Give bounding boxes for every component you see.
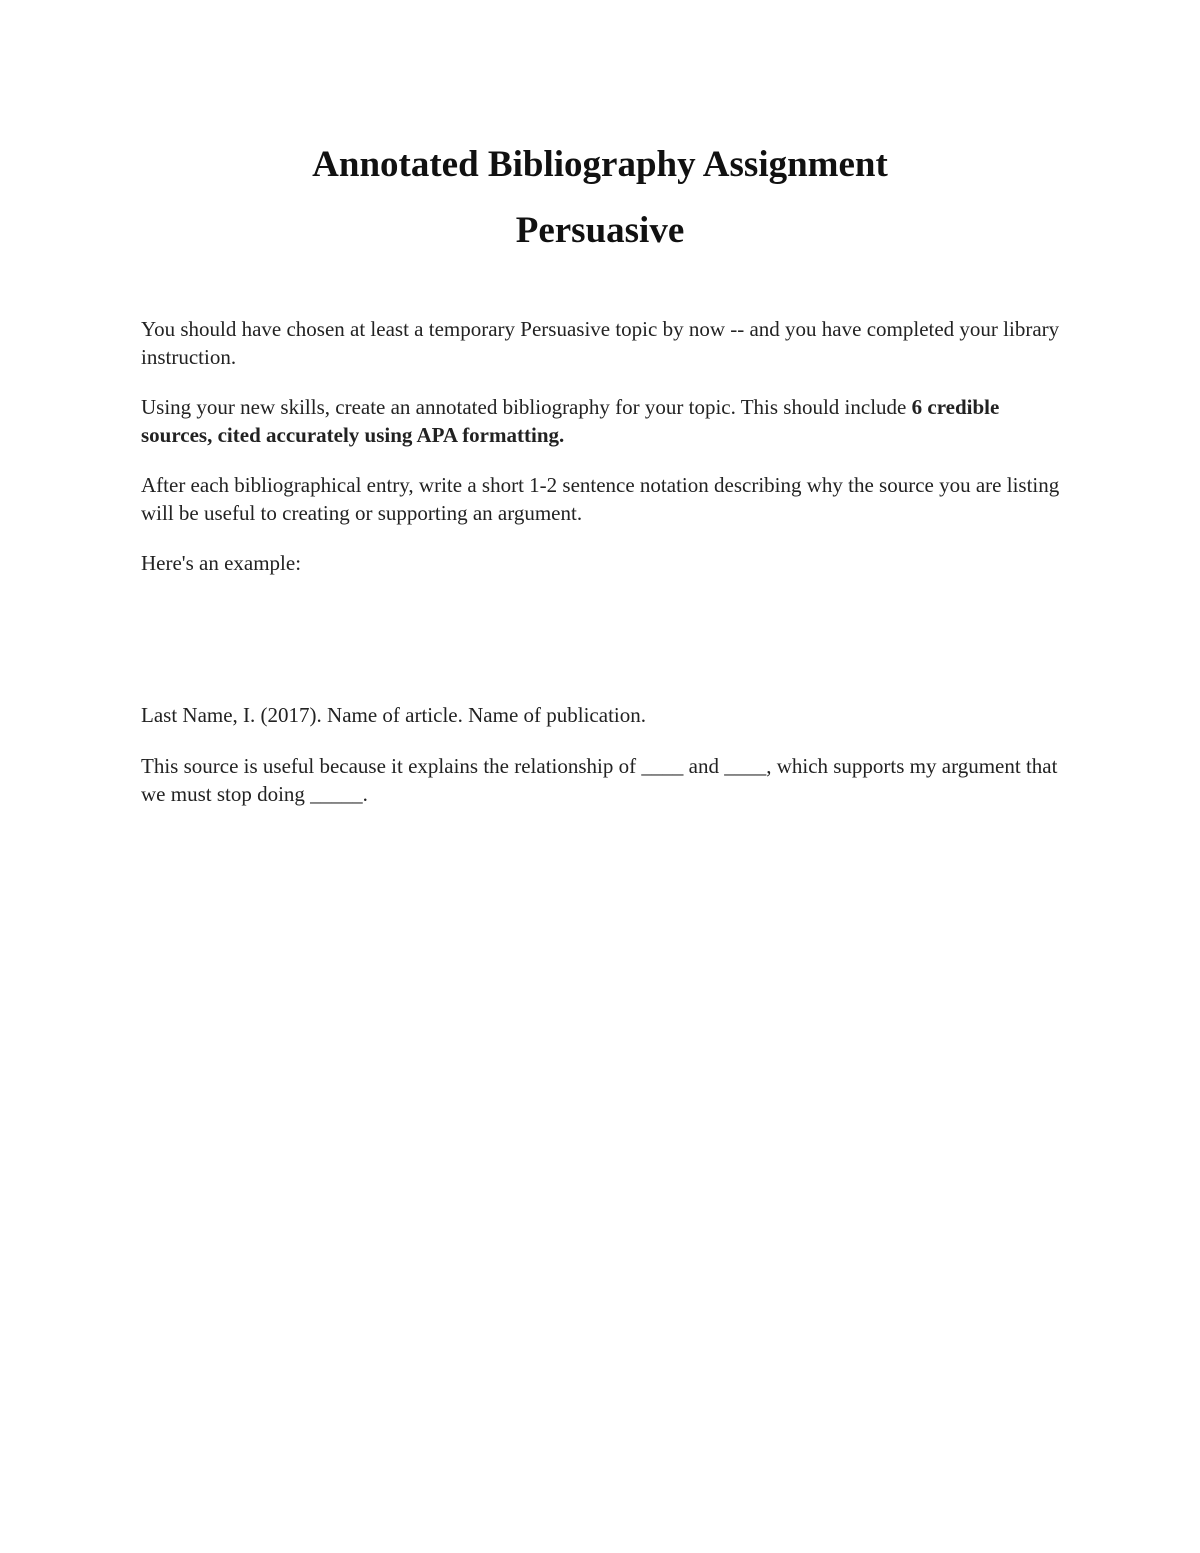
page-title: Annotated Bibliography Assignment <box>312 144 888 185</box>
example-citation: Last Name, I. (2017). Name of article. Name of publication. <box>141 703 646 727</box>
example-intro-paragraph: Here's an example: <box>141 551 302 575</box>
example-annotation: This source is useful because it explains the relationship of ____ and ____, which supports my argument that we must stop doing _____. <box>141 754 1058 806</box>
instructions-lead-text: Using your new skills, create an annotated bibliography for your topic. This should include <box>141 395 912 419</box>
notation-paragraph: After each bibliographical entry, write a short 1-2 sentence notation describing why the source you are listing will be useful to creating or supporting an argument. <box>141 473 1060 525</box>
page-subtitle: Persuasive <box>515 210 685 251</box>
intro-paragraph: You should have chosen at least a temporary Persuasive topic by now -- and you have completed your library instruction. <box>141 317 1060 369</box>
instructions-bold-text: 6 credible sources, cited accurately using APA formatting. <box>141 395 1000 447</box>
instructions-paragraph <box>141 393 1071 449</box>
